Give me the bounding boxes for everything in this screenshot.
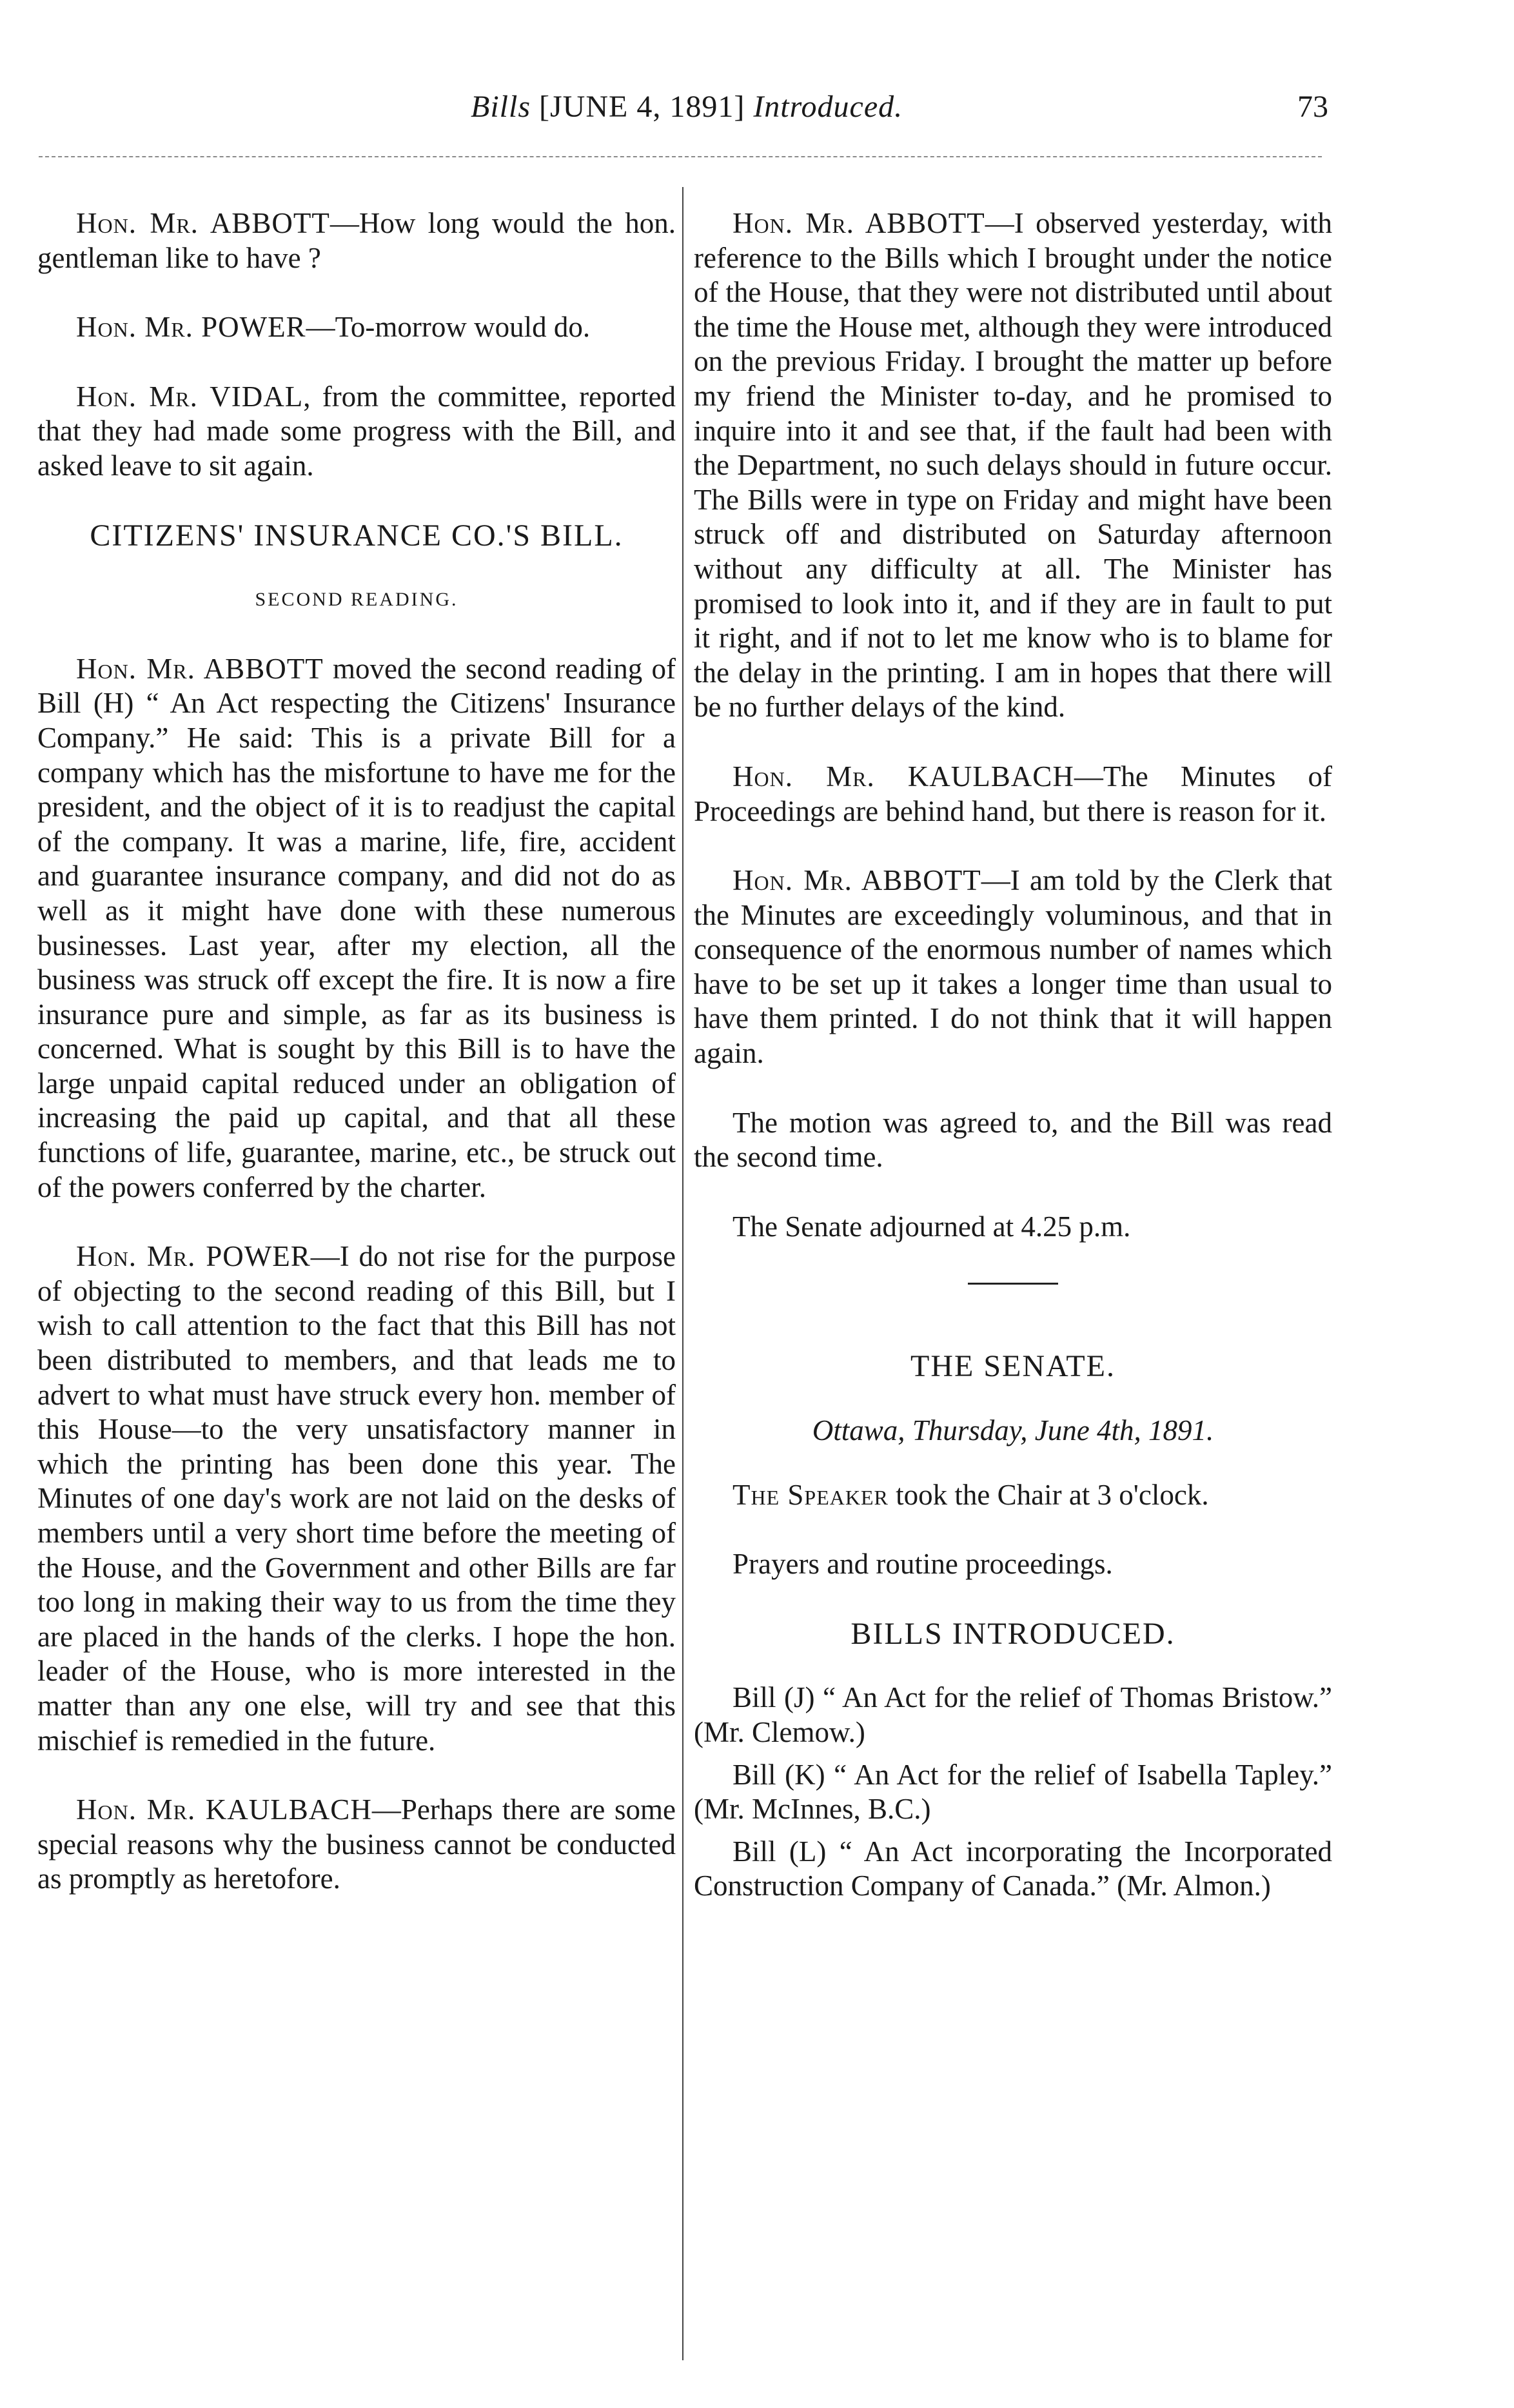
left-column (37, 206, 676, 1931)
bill-entry: Bill (L) “ An Act incorporating the Incorporated Construction Company of Canada.” (Mr. Almon.) (694, 1835, 1332, 1902)
speech-text: —Perhaps there are some special reasons why the business cannot be conducted as promptly as heretofore. (37, 1793, 676, 1895)
speaker-name: Hon. Mr. KAULBACH (732, 760, 1074, 793)
speech-text: , from the committee, reported that they had made some progress with the Bill, and asked leave to sit again. (37, 380, 676, 482)
speaker-name: Hon. Mr. VIDAL (76, 380, 304, 413)
section-heading-citizens-insurance: CITIZENS' INSURANCE CO.'S BILL. (90, 518, 624, 553)
speaker-name: The Speaker (732, 1478, 889, 1511)
adjournment-paragraph: The Senate adjourned at 4.25 p.m. (732, 1210, 1131, 1243)
running-head-title (471, 89, 903, 124)
section-heading-the-senate: THE SENATE. (910, 1349, 1116, 1384)
prayers-paragraph: Prayers and routine proceedings. (732, 1548, 1113, 1581)
right-column (694, 206, 1332, 1911)
section-separator-rule (968, 1283, 1058, 1285)
speaker-name: Hon. Mr. KAULBACH (76, 1793, 372, 1826)
speaker-name: Hon. Mr. POWER (76, 1240, 311, 1273)
speech-paragraph (694, 864, 1332, 1071)
page-number: 73 (1297, 90, 1328, 124)
speech-paragraph (37, 206, 676, 275)
speech-text: —To-morrow would do. (306, 311, 591, 344)
speech-paragraph (37, 652, 676, 1205)
speech-text: —How long would the hon. gentleman like to have ? (37, 207, 676, 274)
running-head-title-date: [JUNE 4, 1891] (531, 90, 754, 124)
speech-paragraph (694, 1478, 1332, 1513)
bill-entry: Bill (J) “ An Act for the relief of Thomas Bristow.” (Mr. Clemow.) (694, 1681, 1332, 1748)
speech-paragraph (37, 310, 676, 345)
speech-text: took the Chair at 3 o'clock. (888, 1478, 1209, 1511)
speaker-name: Hon. Mr. POWER (76, 311, 306, 344)
subheading-second-reading: SECOND READING. (255, 589, 458, 611)
speaker-name: Hon. Mr. ABBOTT (76, 652, 324, 685)
speaker-name: Hon. Mr. ABBOTT (732, 207, 985, 239)
section-heading-bills-introduced: BILLS INTRODUCED. (850, 1616, 1175, 1651)
column-divider (682, 187, 683, 2360)
speech-text: —I observed yesterday, with reference to the Bills which I brought under the notice of the House, that they were not distributed until about the time the House met, although they were introduced on the previous Friday. I brought the matter up before my friend the Minister to-day, and he promised to inquire into it and see that, if the fault had been with the Department, no such delays should in future occur. The Bills were in type on Friday and might have been struck off and distributed on Saturday afternoon without any difficulty at all. The Minister has promised to look into it, and if they are in fault to put it right, and if not to let me know who is to blame for the delay in the printing. I am in hopes that there will be no further delays of the kind. (694, 207, 1332, 724)
speech-paragraph (694, 206, 1332, 725)
motion-paragraph: The motion was agreed to, and the Bill was read the second time. (694, 1106, 1332, 1174)
speech-text: moved the second reading of Bill (H) “ An Act respecting the Citizens' Insurance Company.” He said: This is a private Bill for a company which has the misfortune to have me for the president, and the object of it is to readjust the capital of the company. It was a marine, life, fire, accident and guarantee insurance company, and did not do as well as it might have done with these numerous businesses. Last year, after my election, all the business was struck off except the fire. It is now a fire insurance pure and simple, as far as its business is concerned. What is sought by this Bill is to have the large unpaid capital reduced under an obligation of increasing the paid up capital, and that all these functions of life, guarantee, marine, etc., be struck out of the powers conferred by the charter. (37, 652, 676, 1203)
speech-paragraph (694, 760, 1332, 829)
speech-text: —The Minutes of Proceedings are behind hand, but there is reason for it. (694, 760, 1332, 827)
speech-text: —I do not rise for the purpose of objecting to the second reading of this Bill, but I wish to call attention to the fact that this Bill has not been distributed to members, and that leads me to advert to what must have struck every hon. member of this House—to the very unsatisfactory manner in which the printing has been done this year. The Minutes of one day's work are not laid on the desks of members until a very short time before the meeting of the House, and the Government and other Bills are far too long in making their way to us from the time they are placed in the hands of the clerks. I hope the hon. leader of the House, who is more interested in the matter than any one else, will try and see that this mischief is remedied in the future. (37, 1240, 676, 1757)
dateline: Ottawa, Thursday, June 4th, 1891. (812, 1414, 1214, 1447)
speaker-name: Hon. Mr. ABBOTT (732, 864, 981, 897)
bill-entry: Bill (K) “ An Act for the relief of Isabella Tapley.” (Mr. McInnes, B.C.) (694, 1758, 1332, 1826)
speech-paragraph (37, 1793, 676, 1897)
header-rule (39, 156, 1322, 157)
running-head (129, 89, 1354, 141)
running-head-title-right: Introduced. (753, 90, 903, 124)
running-head-title-left: Bills (471, 90, 531, 124)
speech-text: —I am told by the Clerk that the Minutes are exceedingly voluminous, and that in consequence of the enormous number of names which have to be set up it takes a longer time than usual to have them printed. I do not think that it will happen again. (694, 864, 1332, 1070)
speech-paragraph (37, 380, 676, 484)
speaker-name: Hon. Mr. ABBOTT (76, 207, 330, 239)
speech-paragraph (37, 1239, 676, 1758)
